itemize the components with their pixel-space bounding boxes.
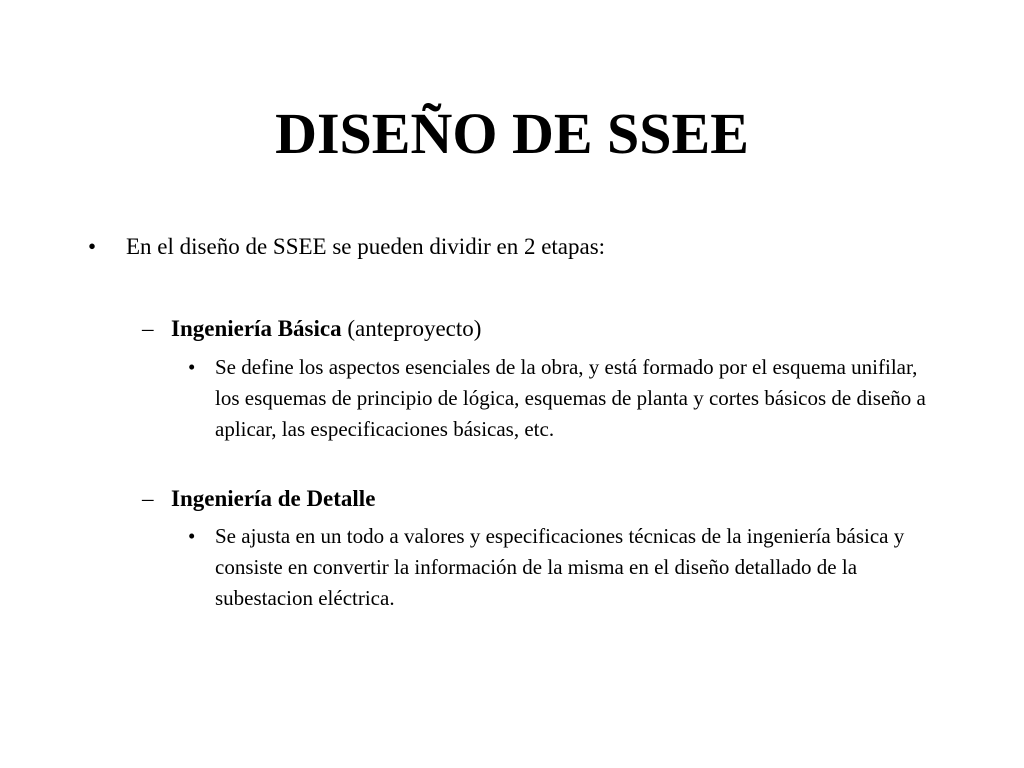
sub-bullet-detail-engineering bbox=[142, 482, 962, 516]
sub-bullet-heading: Ingeniería Básica bbox=[171, 316, 342, 341]
detail-text: Se ajusta en un todo a valores y especificaciones técnicas de la ingeniería básica y consiste en convertir la información de la misma en el diseño detallado de la subestacion eléctrica. bbox=[215, 524, 905, 610]
detail-bullet-detail bbox=[188, 521, 928, 614]
sub-bullet-text bbox=[171, 312, 962, 346]
sub-bullet-heading: Ingeniería de Detalle bbox=[171, 486, 376, 511]
dash-marker: – bbox=[142, 486, 154, 511]
sub-bullet-note: (anteproyecto) bbox=[341, 316, 482, 341]
sub-bullet-text bbox=[171, 482, 962, 516]
detail-text: Se define los aspectos esenciales de la obra, y está formado por el esquema unifilar, los esquemas de principio de lógica, esquemas de planta y cortes básicos de diseño a aplicar, las especificaciones básicas, etc. bbox=[215, 355, 926, 441]
bullet-level1 bbox=[88, 230, 968, 264]
detail-marker: • bbox=[188, 524, 196, 548]
detail-bullet-basic bbox=[188, 352, 928, 445]
dash-marker: – bbox=[142, 316, 154, 341]
bullet-marker: • bbox=[88, 234, 97, 259]
sub-bullet-basic-engineering bbox=[142, 312, 962, 346]
slide-title: DISEÑO DE SSEE bbox=[275, 101, 749, 166]
detail-marker: • bbox=[188, 355, 196, 379]
bullet-text: En el diseño de SSEE se pueden dividir en 2 etapas: bbox=[126, 234, 606, 259]
